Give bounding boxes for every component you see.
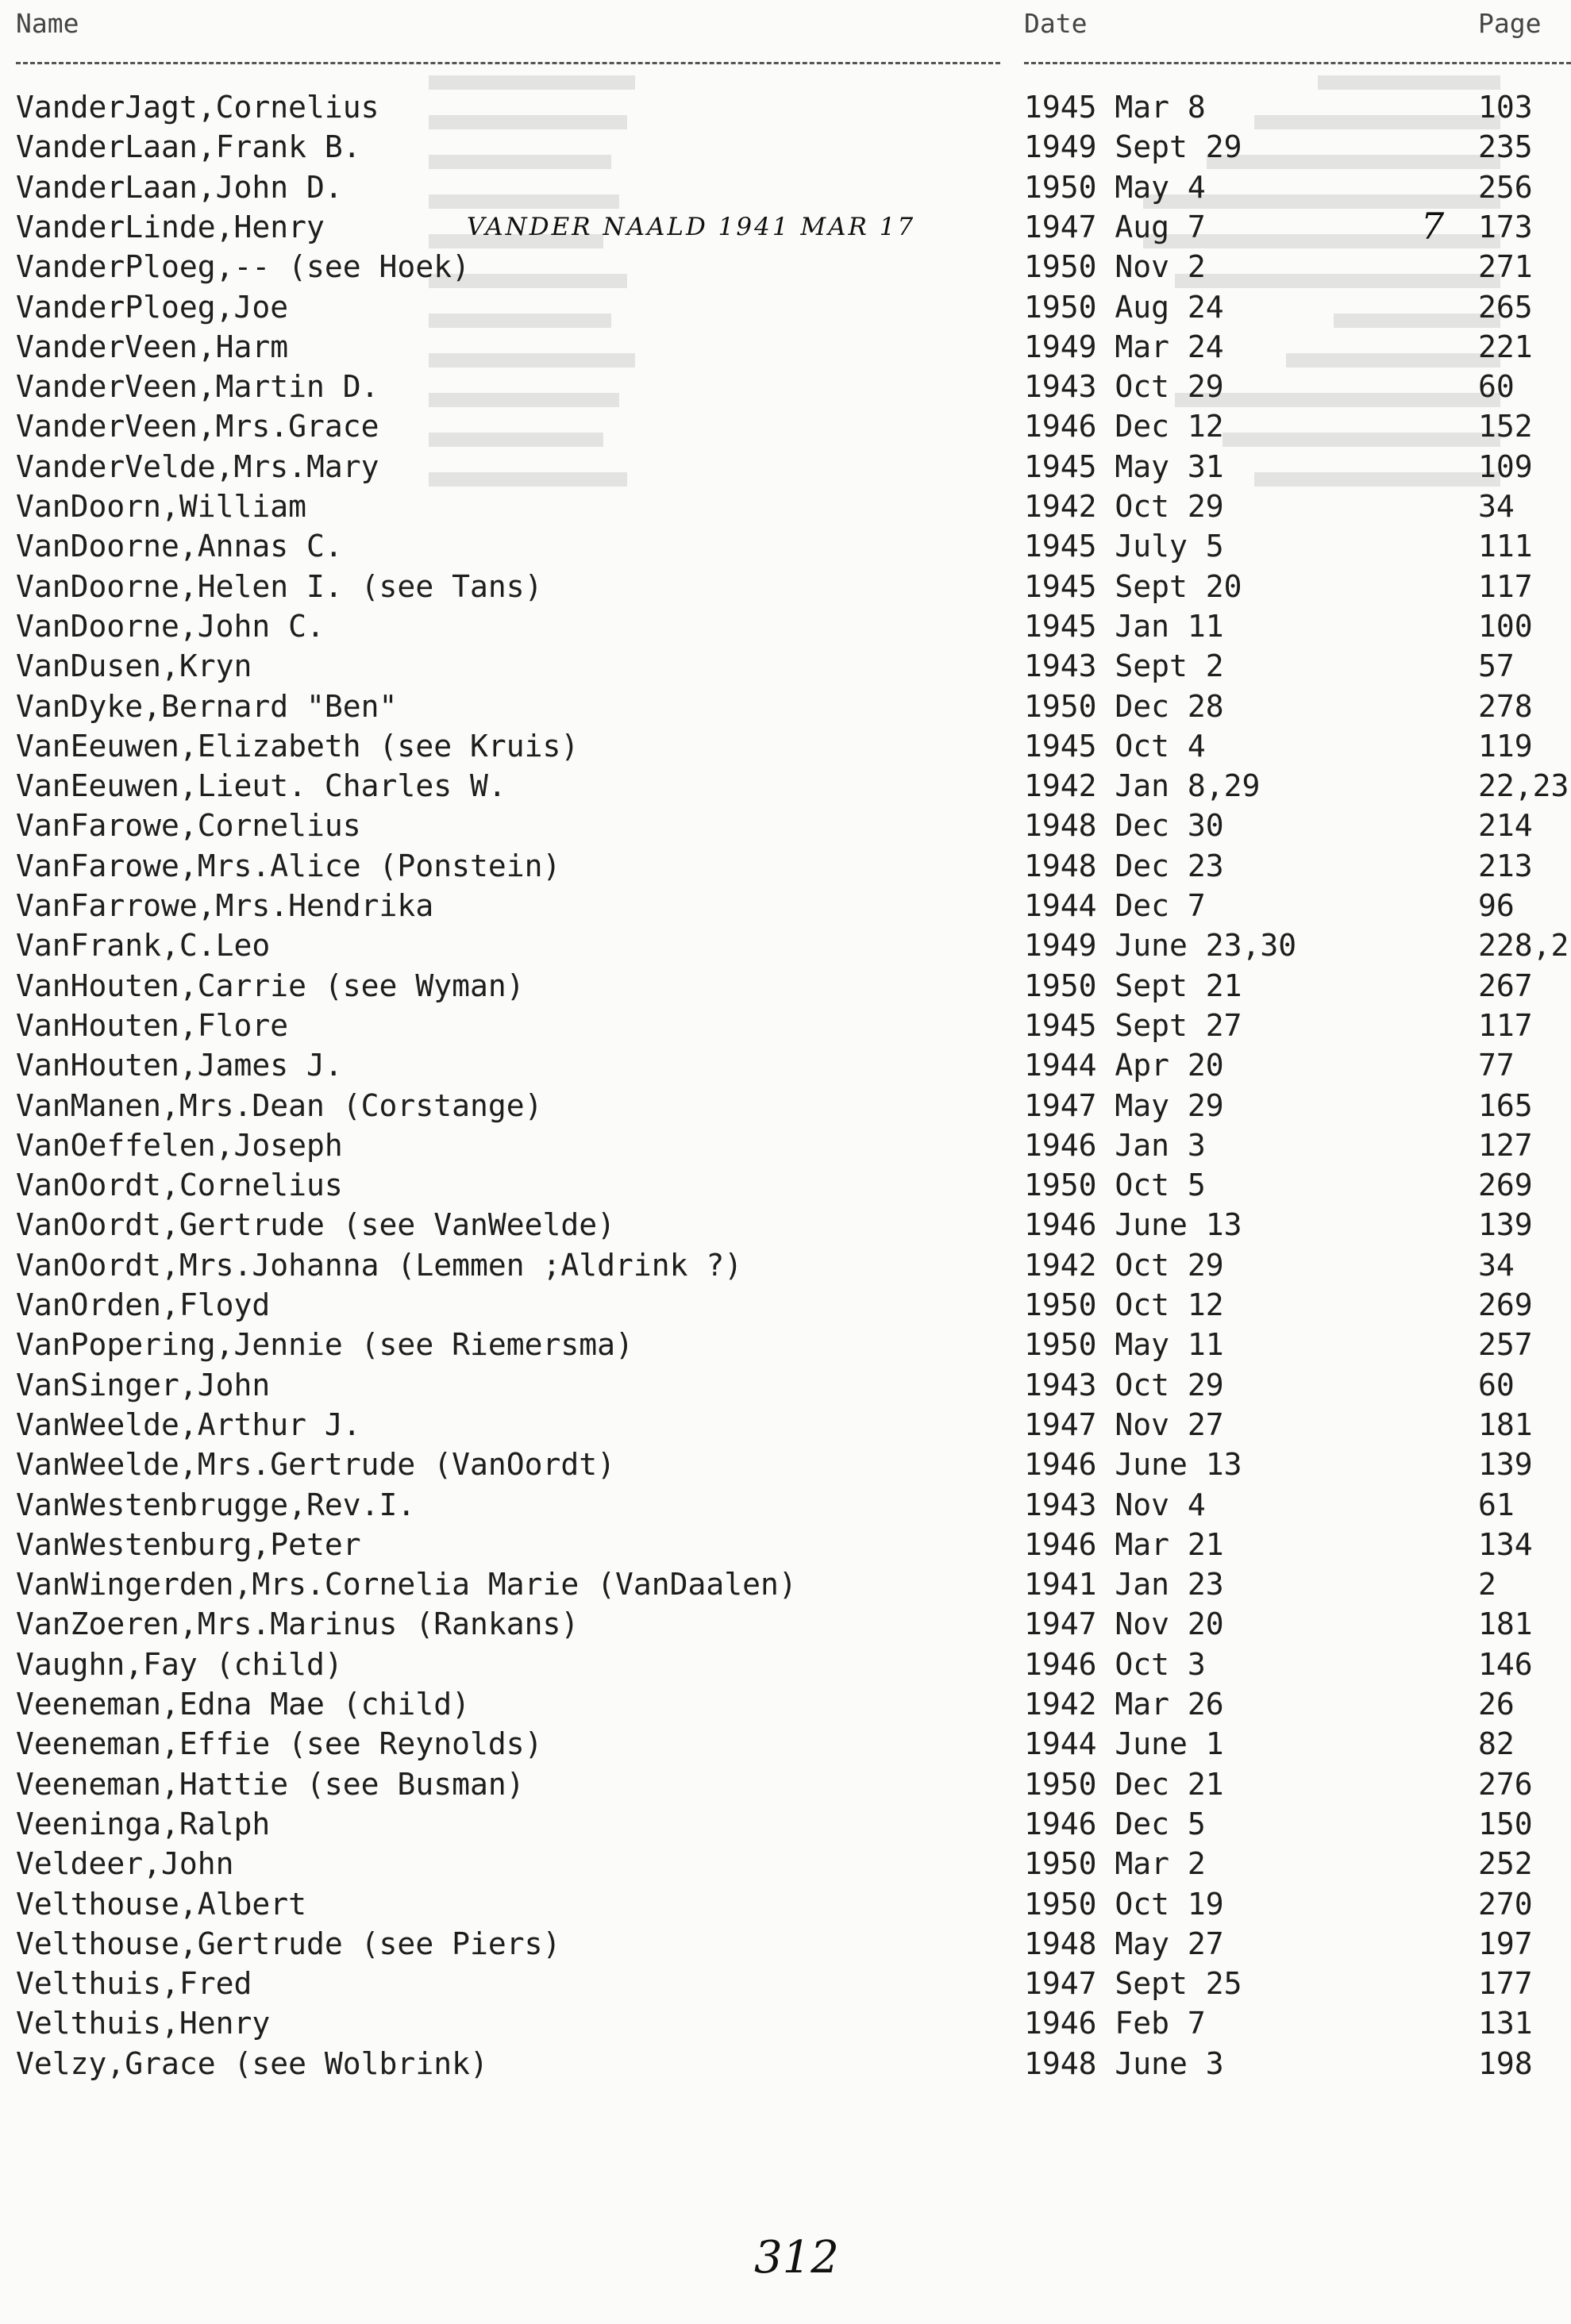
list-item xyxy=(0,1525,1571,1564)
entry-date: 1945 July 5 xyxy=(1024,529,1224,564)
entry-date: 1944 Dec 7 xyxy=(1024,888,1206,923)
handwritten-mark: 7 xyxy=(1421,205,1445,248)
list-item xyxy=(0,886,1571,925)
entry-page: 165 xyxy=(1478,1087,1533,1123)
header-rule-name xyxy=(16,62,1000,64)
entry-page: 60 xyxy=(1478,369,1515,405)
entry-date: 1950 Sept 21 xyxy=(1024,968,1242,1003)
entry-date: 1950 Dec 21 xyxy=(1024,1766,1224,1802)
list-item xyxy=(0,726,1571,766)
list-item xyxy=(0,1645,1571,1684)
list-item xyxy=(0,687,1571,726)
entry-date: 1945 Sept 20 xyxy=(1024,568,1242,604)
entry-name: VanDoorn,William xyxy=(16,489,307,524)
list-item xyxy=(0,367,1571,406)
entry-name: Veeneman,Edna Mae (child) xyxy=(16,1687,470,1722)
entry-page: 26 xyxy=(1478,1687,1515,1722)
entry-name: VanEeuwen,Lieut. Charles W. xyxy=(16,768,506,804)
entry-page: 270 xyxy=(1478,1886,1533,1922)
entry-date: 1950 Nov 2 xyxy=(1024,249,1206,285)
page-number: 312 xyxy=(754,2232,839,2284)
entry-name: VanManen,Mrs.Dean (Corstange) xyxy=(16,1087,543,1123)
entry-page: 34 xyxy=(1478,489,1515,524)
list-item xyxy=(0,1285,1571,1325)
entry-name: VanFrank,C.Leo xyxy=(16,928,271,964)
entry-date: 1943 Sept 2 xyxy=(1024,648,1224,684)
list-item xyxy=(0,87,1571,127)
entry-name: VanOordt,Gertrude (see VanWeelde) xyxy=(16,1207,615,1243)
entry-page: 198 xyxy=(1478,2045,1533,2081)
list-item xyxy=(0,1844,1571,1883)
list-item xyxy=(0,1924,1571,1964)
entry-page: 117 xyxy=(1478,568,1533,604)
entry-page: 61 xyxy=(1478,1487,1515,1522)
entry-page: 278 xyxy=(1478,688,1533,724)
entry-name: Velzy,Grace (see Wolbrink) xyxy=(16,2045,488,2081)
entry-date: 1946 Dec 12 xyxy=(1024,409,1224,444)
entry-name: VanderJagt,Cornelius xyxy=(16,90,379,125)
entry-date: 1948 Dec 23 xyxy=(1024,848,1224,883)
entry-page: 269 xyxy=(1478,1287,1533,1322)
entry-page: 2 xyxy=(1478,1567,1496,1603)
entry-name: VanFarowe,Mrs.Alice (Ponstein) xyxy=(16,848,561,883)
entry-page: 109 xyxy=(1478,448,1533,484)
entry-name: Velthouse,Albert xyxy=(16,1886,307,1922)
entry-name: VanFarrowe,Mrs.Hendrika xyxy=(16,888,434,923)
entry-date: 1948 June 3 xyxy=(1024,2045,1224,2081)
list-item xyxy=(0,287,1571,327)
list-item xyxy=(0,966,1571,1006)
entry-name: VanOordt,Cornelius xyxy=(16,1168,343,1203)
entry-date: 1943 Nov 4 xyxy=(1024,1487,1206,1522)
entry-page: 221 xyxy=(1478,329,1533,364)
list-item xyxy=(0,766,1571,806)
entry-name: VanWestenburg,Peter xyxy=(16,1526,361,1562)
date-column-header: Date xyxy=(1024,8,1088,39)
entry-date: 1945 Sept 27 xyxy=(1024,1007,1242,1043)
entry-date: 1944 Apr 20 xyxy=(1024,1048,1224,1083)
list-item xyxy=(0,1245,1571,1285)
entry-date: 1942 Mar 26 xyxy=(1024,1687,1224,1722)
entry-name: VanderLaan,John D. xyxy=(16,169,343,205)
entry-name: Veeninga,Ralph xyxy=(16,1806,271,1841)
list-item xyxy=(0,1365,1571,1405)
entry-date: 1945 Oct 4 xyxy=(1024,728,1206,764)
page-column-header: Page xyxy=(1478,8,1542,39)
entry-date: 1950 Dec 28 xyxy=(1024,688,1224,724)
list-item xyxy=(0,846,1571,886)
entry-page: 34 xyxy=(1478,1247,1515,1283)
list-item xyxy=(0,1684,1571,1724)
entry-date: 1946 Mar 21 xyxy=(1024,1526,1224,1562)
entry-date: 1950 Oct 5 xyxy=(1024,1168,1206,1203)
list-item xyxy=(0,127,1571,167)
entry-name: VanderVelde,Mrs.Mary xyxy=(16,448,379,484)
list-item xyxy=(0,606,1571,646)
list-item xyxy=(0,1604,1571,1644)
entry-date: 1946 Feb 7 xyxy=(1024,2006,1206,2041)
entry-date: 1947 May 29 xyxy=(1024,1087,1224,1123)
entry-page: 150 xyxy=(1478,1806,1533,1841)
list-item xyxy=(0,1205,1571,1245)
entry-name: VanderPloeg,Joe xyxy=(16,289,289,325)
entry-date: 1949 June 23,30 xyxy=(1024,928,1297,964)
entry-date: 1947 Nov 27 xyxy=(1024,1406,1224,1442)
entry-name: Velthuis,Fred xyxy=(16,1966,252,2002)
entry-name: VanFarowe,Cornelius xyxy=(16,808,361,844)
list-item xyxy=(0,526,1571,566)
entry-name: VanDoorne,Annas C. xyxy=(16,529,343,564)
entry-page: 103 xyxy=(1478,90,1533,125)
entry-date: 1950 May 4 xyxy=(1024,169,1206,205)
entry-page: 146 xyxy=(1478,1646,1533,1682)
entry-name: VanDyke,Bernard "Ben" xyxy=(16,688,398,724)
entry-page: 134 xyxy=(1478,1526,1533,1562)
entry-date: 1945 Jan 11 xyxy=(1024,608,1224,644)
list-item xyxy=(0,1564,1571,1604)
entry-page: 111 xyxy=(1478,529,1533,564)
entry-name: VanderLinde,Henry xyxy=(16,209,325,244)
entry-name: Velthuis,Henry xyxy=(16,2006,271,2041)
entry-page: 127 xyxy=(1478,1127,1533,1163)
entry-page: 57 xyxy=(1478,648,1515,684)
entry-page: 82 xyxy=(1478,1726,1515,1762)
list-item xyxy=(0,1485,1571,1525)
entry-date: 1943 Oct 29 xyxy=(1024,369,1224,405)
list-item xyxy=(0,1086,1571,1125)
entry-name: Vaughn,Fay (child) xyxy=(16,1646,343,1682)
entry-date: 1942 Jan 8,29 xyxy=(1024,768,1261,804)
list-item xyxy=(0,1125,1571,1165)
entry-date: 1945 Mar 8 xyxy=(1024,90,1206,125)
entry-page: 265 xyxy=(1478,289,1533,325)
list-item xyxy=(0,2044,1571,2084)
entry-page: 96 xyxy=(1478,888,1515,923)
entry-date: 1944 June 1 xyxy=(1024,1726,1224,1762)
list-item xyxy=(0,925,1571,965)
entry-date: 1942 Oct 29 xyxy=(1024,489,1224,524)
entry-date: 1950 May 11 xyxy=(1024,1327,1224,1363)
entry-date: 1941 Jan 23 xyxy=(1024,1567,1224,1603)
entry-name: VanOrden,Floyd xyxy=(16,1287,271,1322)
entry-page: 228,2 xyxy=(1478,928,1569,964)
entry-name: VanderLaan,Frank B. xyxy=(16,129,361,165)
list-item xyxy=(0,247,1571,287)
entry-date: 1945 May 31 xyxy=(1024,448,1224,484)
entry-date: 1946 Jan 3 xyxy=(1024,1127,1206,1163)
entry-page: 117 xyxy=(1478,1007,1533,1043)
entry-name: VanWeelde,Mrs.Gertrude (VanOordt) xyxy=(16,1447,615,1483)
entry-name: VanderVeen,Harm xyxy=(16,329,289,364)
entry-name: VanDusen,Kryn xyxy=(16,648,252,684)
list-item xyxy=(0,327,1571,367)
handwritten-annotation: VANDER NAALD 1941 MAR 17 xyxy=(467,213,916,241)
entry-date: 1950 Aug 24 xyxy=(1024,289,1224,325)
entry-name: VanOeffelen,Joseph xyxy=(16,1127,343,1163)
entry-page: 77 xyxy=(1478,1048,1515,1083)
entry-page: 139 xyxy=(1478,1447,1533,1483)
entry-page: 271 xyxy=(1478,249,1533,285)
entry-page: 257 xyxy=(1478,1327,1533,1363)
entry-date: 1946 Dec 5 xyxy=(1024,1806,1206,1841)
list-item xyxy=(0,567,1571,606)
entry-name: VanWeelde,Arthur J. xyxy=(16,1406,361,1442)
entry-name: VanDoorne,Helen I. (see Tans) xyxy=(16,568,543,604)
entry-page: 235 xyxy=(1478,129,1533,165)
entry-name: VanOordt,Mrs.Johanna (Lemmen ;Aldrink ?) xyxy=(16,1247,743,1283)
entry-date: 1947 Sept 25 xyxy=(1024,1966,1242,2002)
list-item xyxy=(0,2003,1571,2043)
entry-page: 173 xyxy=(1478,209,1533,244)
list-item xyxy=(0,1764,1571,1804)
entry-name: Veeneman,Effie (see Reynolds) xyxy=(16,1726,543,1762)
entry-name: VanderPloeg,-- (see Hoek) xyxy=(16,249,470,285)
entry-date: 1948 Dec 30 xyxy=(1024,808,1224,844)
entry-page: 152 xyxy=(1478,409,1533,444)
entry-page: 197 xyxy=(1478,1926,1533,1961)
name-column-header: Name xyxy=(16,8,79,39)
list-item xyxy=(0,1804,1571,1844)
list-item xyxy=(0,447,1571,487)
entry-name: VanEeuwen,Elizabeth (see Kruis) xyxy=(16,728,579,764)
entry-date: 1942 Oct 29 xyxy=(1024,1247,1224,1283)
entry-name: VanWestenbrugge,Rev.I. xyxy=(16,1487,416,1522)
list-item xyxy=(0,1405,1571,1445)
entry-name: VanHouten,James J. xyxy=(16,1048,343,1083)
list-item xyxy=(0,167,1571,207)
list-item xyxy=(0,1045,1571,1085)
entry-date: 1943 Oct 29 xyxy=(1024,1367,1224,1402)
entry-date: 1947 Nov 20 xyxy=(1024,1606,1224,1642)
list-item xyxy=(0,1884,1571,1924)
entry-page: 214 xyxy=(1478,808,1533,844)
list-item xyxy=(0,1724,1571,1764)
entry-name: VanderVeen,Mrs.Grace xyxy=(16,409,379,444)
entry-name: VanSinger,John xyxy=(16,1367,271,1402)
entry-date: 1948 May 27 xyxy=(1024,1926,1224,1961)
list-item xyxy=(0,487,1571,526)
entry-date: 1950 Oct 19 xyxy=(1024,1886,1224,1922)
entry-name: Veldeer,John xyxy=(16,1846,234,1882)
list-item xyxy=(0,1325,1571,1364)
list-item xyxy=(0,646,1571,686)
entry-page: 267 xyxy=(1478,968,1533,1003)
entry-date: 1950 Oct 12 xyxy=(1024,1287,1224,1322)
entry-page: 60 xyxy=(1478,1367,1515,1402)
list-item xyxy=(0,1964,1571,2003)
entry-date: 1950 Mar 2 xyxy=(1024,1846,1206,1882)
entry-page: 252 xyxy=(1478,1846,1533,1882)
entry-name: Veeneman,Hattie (see Busman) xyxy=(16,1766,525,1802)
entry-date: 1946 June 13 xyxy=(1024,1207,1242,1243)
list-item xyxy=(0,1165,1571,1205)
entry-date: 1949 Mar 24 xyxy=(1024,329,1224,364)
entry-page: 100 xyxy=(1478,608,1533,644)
entry-date: 1946 June 13 xyxy=(1024,1447,1242,1483)
entry-page: 177 xyxy=(1478,1966,1533,2002)
entry-page: 22,23 xyxy=(1478,768,1569,804)
entry-page: 269 xyxy=(1478,1168,1533,1203)
entry-date: 1946 Oct 3 xyxy=(1024,1646,1206,1682)
entry-name: VanZoeren,Mrs.Marinus (Rankans) xyxy=(16,1606,579,1642)
list-item xyxy=(0,1006,1571,1045)
entry-name: VanHouten,Flore xyxy=(16,1007,289,1043)
entry-page: 213 xyxy=(1478,848,1533,883)
entry-date: 1949 Sept 29 xyxy=(1024,129,1242,165)
entry-name: VanPopering,Jennie (see Riemersma) xyxy=(16,1327,633,1363)
entry-name: VanderVeen,Martin D. xyxy=(16,369,379,405)
entry-page: 256 xyxy=(1478,169,1533,205)
entry-page: 276 xyxy=(1478,1766,1533,1802)
entry-name: Velthouse,Gertrude (see Piers) xyxy=(16,1926,561,1961)
list-item xyxy=(0,806,1571,845)
entry-name: VanDoorne,John C. xyxy=(16,608,325,644)
entry-page: 131 xyxy=(1478,2006,1533,2041)
list-item xyxy=(0,406,1571,446)
header-rule-date-page xyxy=(1024,62,1571,64)
entry-name: VanWingerden,Mrs.Cornelia Marie (VanDaalen) xyxy=(16,1567,797,1603)
entry-page: 181 xyxy=(1478,1606,1533,1642)
entry-page: 181 xyxy=(1478,1406,1533,1442)
list-item xyxy=(0,1445,1571,1484)
entry-date: 1947 Aug 7 xyxy=(1024,209,1206,244)
entry-page: 119 xyxy=(1478,728,1533,764)
entry-name: VanHouten,Carrie (see Wyman) xyxy=(16,968,525,1003)
entry-page: 139 xyxy=(1478,1207,1533,1243)
